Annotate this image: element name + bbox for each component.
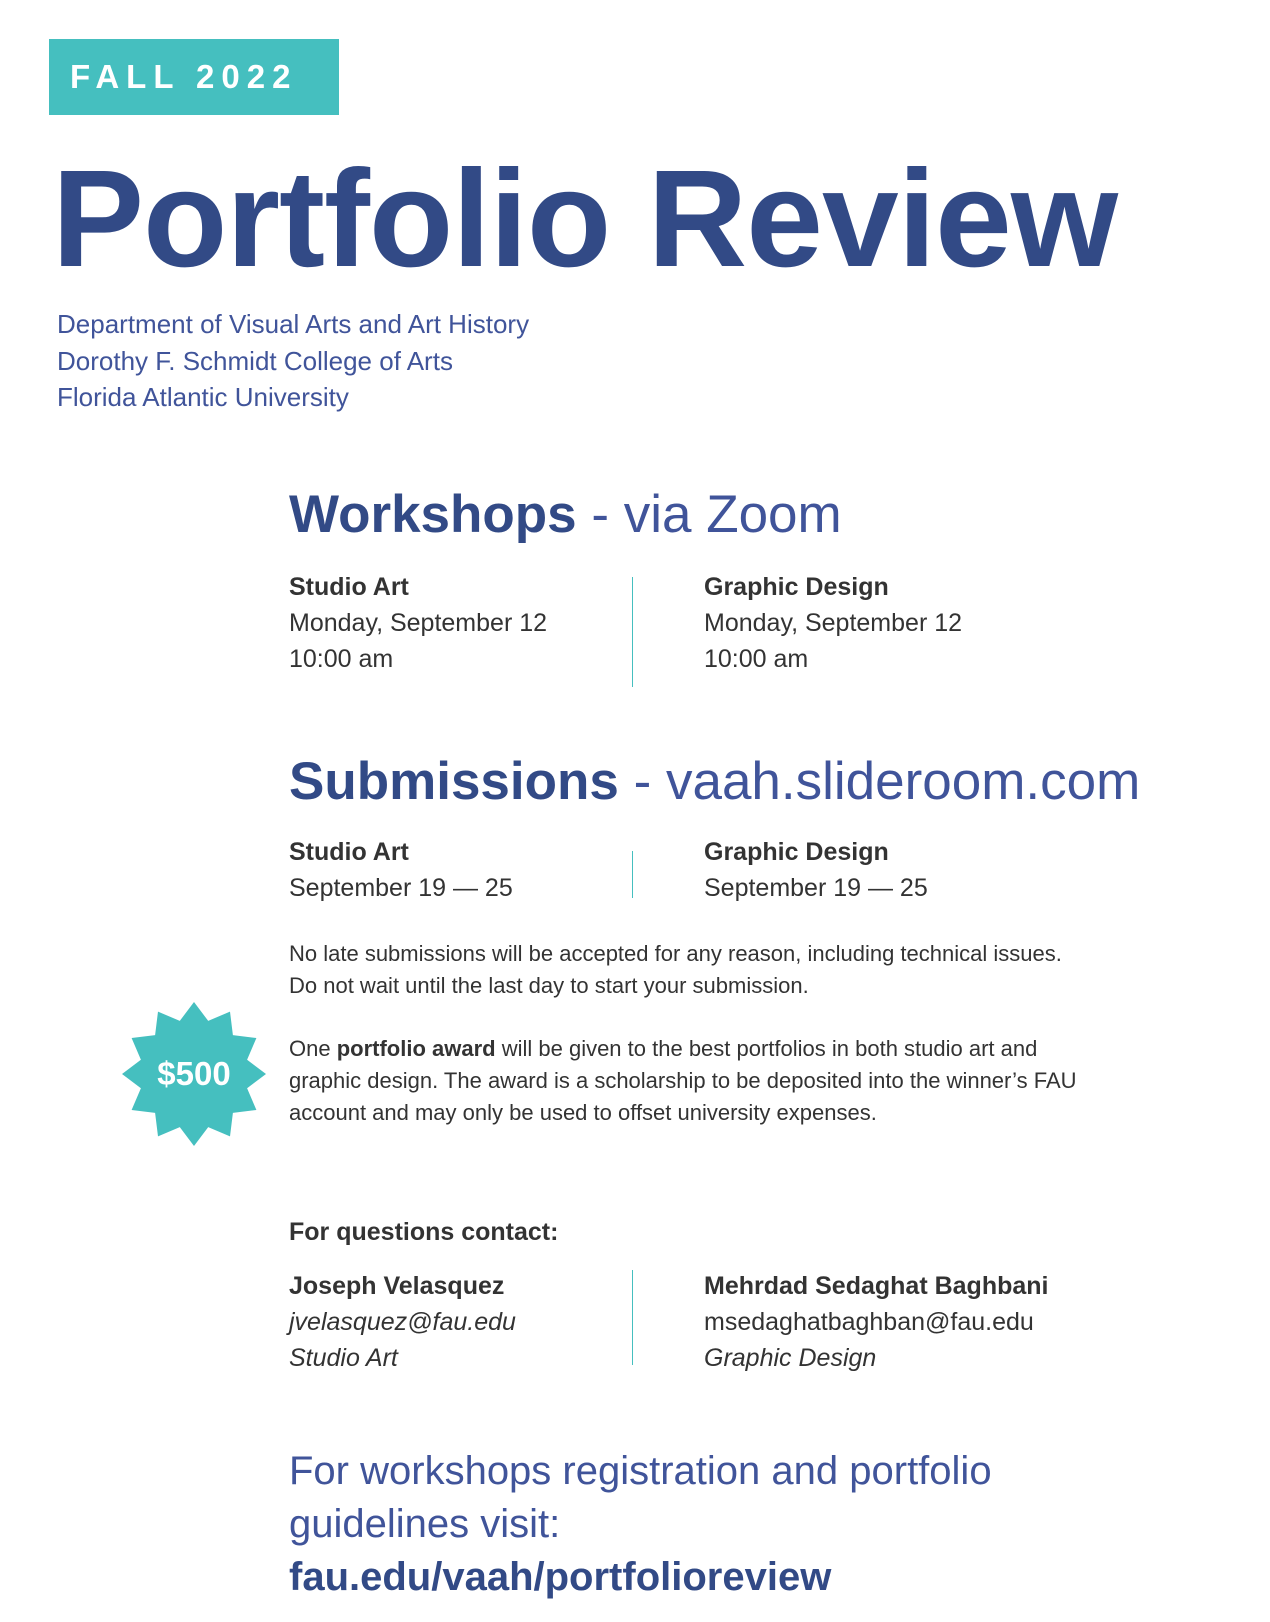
affiliation-block [57,306,529,416]
department-line: Department of Visual Arts and Art History [57,309,530,339]
college-line: Dorothy F. Schmidt College of Arts [57,345,453,376]
workshop-graphic-design-date: Monday, September 12 [704,609,963,637]
award-amount: $500 [157,1055,231,1092]
submissions-subtitle[interactable]: - vaah.slideroom.com [633,752,1141,811]
workshop-graphic-design-label: Graphic Design [704,573,889,601]
workshop-graphic-design-time: 10:00 am [704,645,809,673]
workshops-title: Workshops [289,485,577,544]
notice-line: Do not wait until the last day to start your submission. [289,973,809,998]
footer-line: For workshops registration and portfolio [289,1449,992,1493]
university-line: Florida Atlantic University [57,382,349,412]
award-text-bold: portfolio award [336,1036,496,1061]
submission-graphic-design-label: Graphic Design [704,838,889,866]
submission-graphic-design-dates: September 19 — 25 [704,874,928,902]
contact-email[interactable]: jvelasquez@fau.edu [289,1308,516,1336]
award-starburst [119,1001,269,1147]
season-badge: FALL 2022 [49,39,339,115]
contact-heading: For questions contact: [289,1218,559,1246]
workshop-studio-art-time: 10:00 am [289,645,394,673]
footer-cta [289,1445,992,1604]
footer-url-link[interactable]: fau.edu/vaah/portfolioreview [289,1555,832,1599]
award-line: account and may only be used to offset university expenses. [289,1100,877,1125]
submission-studio-art [289,834,513,906]
submission-studio-art-dates: September 19 — 25 [289,874,513,902]
workshops-divider [632,577,633,687]
notice-line: No late submissions will be accepted for any reason, including technical issues. [289,941,1062,966]
contact-graphic-design [704,1268,1048,1376]
award-text-before: One [289,1036,337,1061]
workshop-studio-art-date: Monday, September 12 [289,609,548,637]
contact-area: Studio Art [289,1344,398,1372]
submissions-divider [632,851,633,898]
contact-name: Mehrdad Sedaghat Baghbani [704,1272,1049,1300]
workshops-heading [289,485,842,544]
workshop-studio-art [289,569,547,677]
contact-studio-art [289,1268,516,1376]
submission-studio-art-label: Studio Art [289,838,409,866]
footer-line: guidelines visit: [289,1502,561,1546]
award-line [289,1033,1189,1065]
workshop-studio-art-label: Studio Art [289,573,409,601]
contact-area: Graphic Design [704,1344,877,1372]
page-title: Portfolio Review [52,142,1118,296]
contacts-divider [632,1270,633,1365]
award-text-after: will be given to the best portfolios in both studio art and [495,1036,1038,1061]
workshops-subtitle: - via Zoom [591,485,842,544]
contact-name: Joseph Velasquez [289,1272,505,1300]
workshop-graphic-design [704,569,962,677]
submissions-heading [289,752,1141,811]
submissions-title: Submissions [289,752,619,811]
award-description [289,1033,1189,1129]
contact-email[interactable]: msedaghatbaghban@fau.edu [704,1308,1034,1336]
submission-graphic-design [704,834,928,906]
award-line: graphic design. The award is a scholarship to be deposited into the winner’s FAU [289,1068,1077,1093]
late-submission-notice [289,938,1189,1002]
